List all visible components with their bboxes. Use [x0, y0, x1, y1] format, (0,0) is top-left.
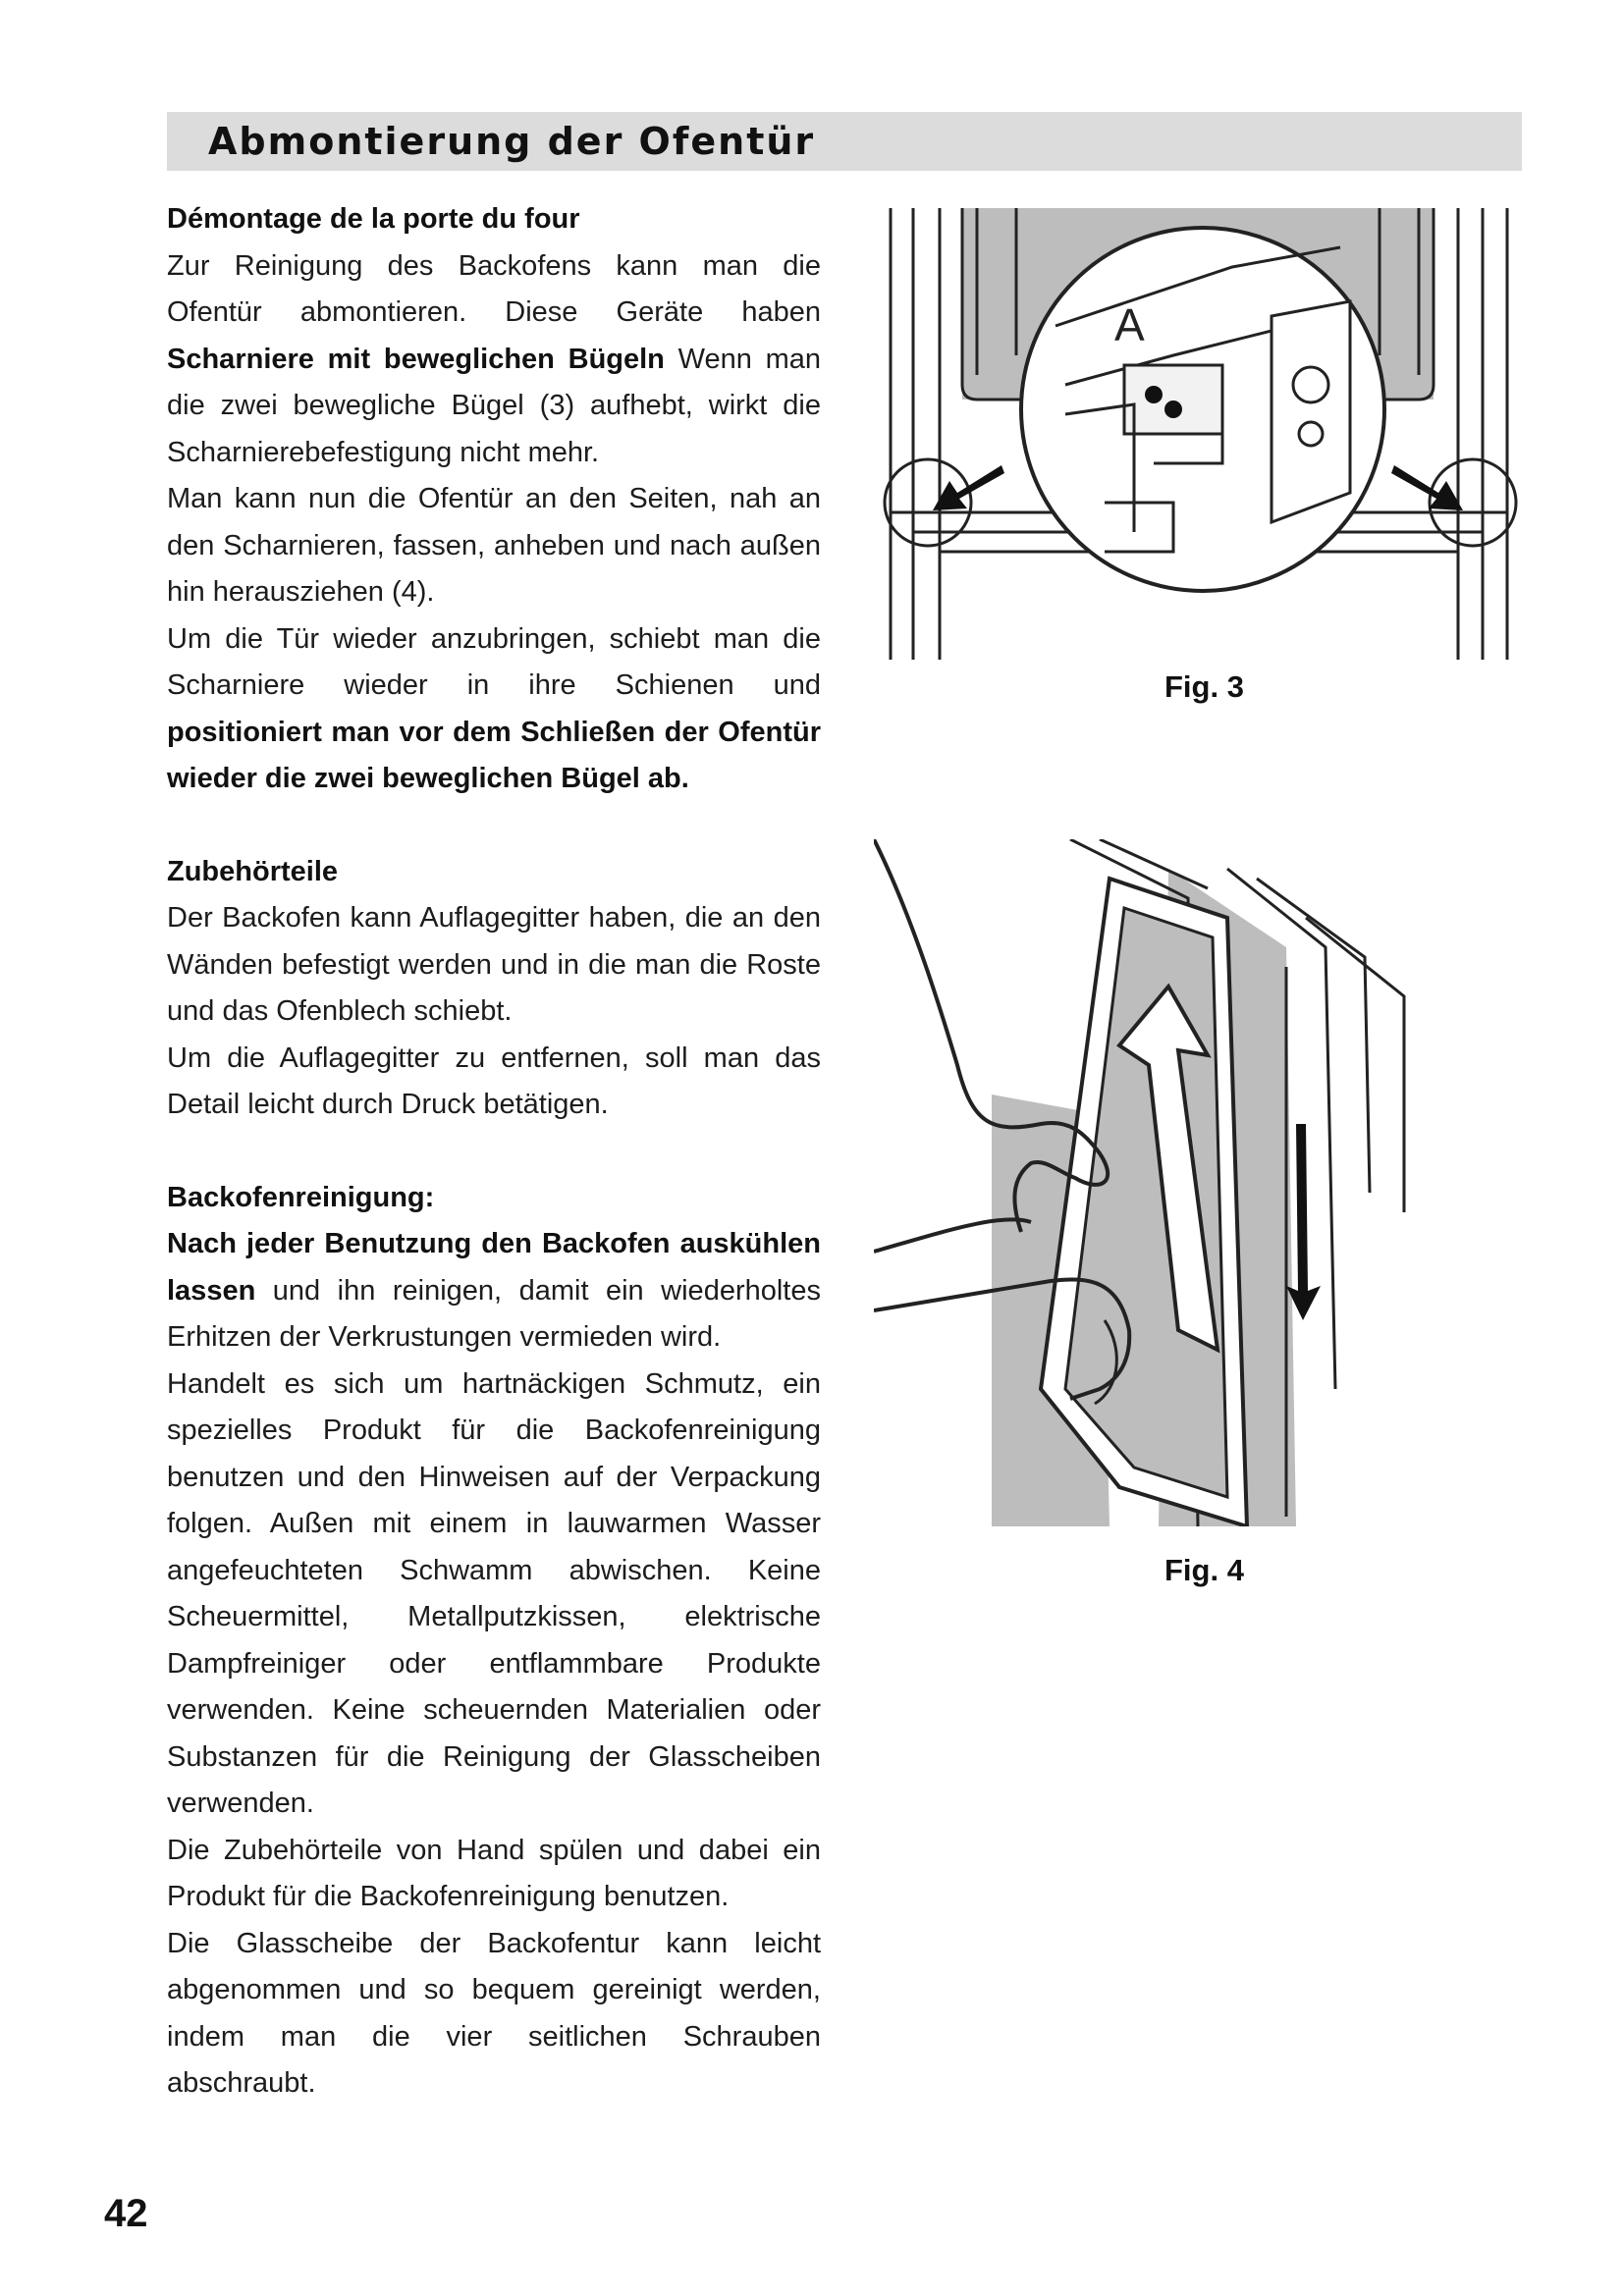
- paragraph-reinigung: [167, 243, 821, 477]
- figure-3-hinge-illustration: [879, 208, 1522, 669]
- arrow-right-icon: [1391, 465, 1463, 510]
- paragraph-text: Zur Reinigung des Backofens kann man die Ofentür abmontieren. Diese Geräte haben: [167, 249, 821, 328]
- heading-demontage: Démontage de la porte du four: [167, 203, 580, 235]
- arrow-left-icon: [933, 465, 1004, 510]
- paragraph-entfernen: Um die Auflagegitter zu entfernen, soll man das Detail leicht durch Druck betätigen.: [167, 1041, 821, 1120]
- bold-text: Nach jeder Benutzung den Backofen auskühlen lassen: [167, 1228, 821, 1307]
- figure-4-caption: Fig. 4: [1164, 1553, 1244, 1587]
- section-title-bar: [167, 112, 1522, 171]
- paragraph-glasscheibe: Die Glasscheibe der Backofentur kann leicht abgenommen und so bequem gereinigt werden, indem man die vier seitlichen Schrauben abschraubt.: [167, 1927, 821, 2099]
- page-number: 42: [104, 2192, 148, 2235]
- paragraph-text: Um die Tür wieder anzubringen, schiebt man die Scharniere wieder in ihre Schienen und: [167, 622, 821, 701]
- paragraph-anbringen: [167, 616, 821, 803]
- paragraph-zubehoer-spuelen: Die Zubehörteile von Hand spülen und dabei ein Produkt für die Backofenreinigung benutzen.: [167, 1834, 821, 1912]
- figure-4-door-removal-illustration: [874, 839, 1414, 1526]
- text-column: [167, 196, 821, 2108]
- heading-zubehoerteile: Zubehörteile: [167, 855, 339, 887]
- paragraph-text: und ihn reinigen, damit ein wiederholtes Erhitzen der Verkrustungen vermieden wird.: [167, 1274, 821, 1353]
- figure-3-caption: Fig. 3: [1164, 669, 1244, 704]
- paragraph-anheben: Man kann nun die Ofentür an den Seiten, nah an den Scharnieren, fassen, anheben und nach außen hin herausziehen (4).: [167, 483, 821, 608]
- paragraph-auskuehlen: [167, 1221, 821, 1362]
- paragraph-auflagegitter: Der Backofen kann Auflagegitter haben, die an den Wänden befestigt werden und in die man die Roste und das Ofenblech schiebt.: [167, 902, 821, 1027]
- section-title: Abmontierung der Ofentür: [208, 120, 816, 163]
- paragraph-text: Wenn man die zwei bewegliche Bügel (3) aufhebt, wirkt die Scharnierebefestigung nicht mehr.: [167, 343, 821, 468]
- bold-text: positioniert man vor dem Schließen der Ofentür wieder die zwei beweglichen Bügel ab.: [167, 716, 821, 794]
- arrow-down-icon: [1286, 1124, 1321, 1320]
- bold-text: Scharniere mit beweglichen Bügeln: [167, 343, 665, 375]
- figure-3-label-a: A: [1114, 299, 1145, 350]
- paragraph-schmutz: Handelt es sich um hartnäckigen Schmutz, ein spezielles Produkt für die Backofenreinigung benutzen und den Hinweisen auf der Verpackung folgen. Außen mit einem in lauwarmen Wasser angefeuchteten Schwamm abwischen. Keine Scheuermittel, Metallputzkissen, elektrische Dampfreiniger oder entflammbare Produkte verwenden. Keine scheuernden Materialien oder Substanzen für die Reinigung der Glasscheiben verwenden.: [167, 1367, 821, 1819]
- heading-backofenreinigung: Backofenreinigung:: [167, 1181, 435, 1213]
